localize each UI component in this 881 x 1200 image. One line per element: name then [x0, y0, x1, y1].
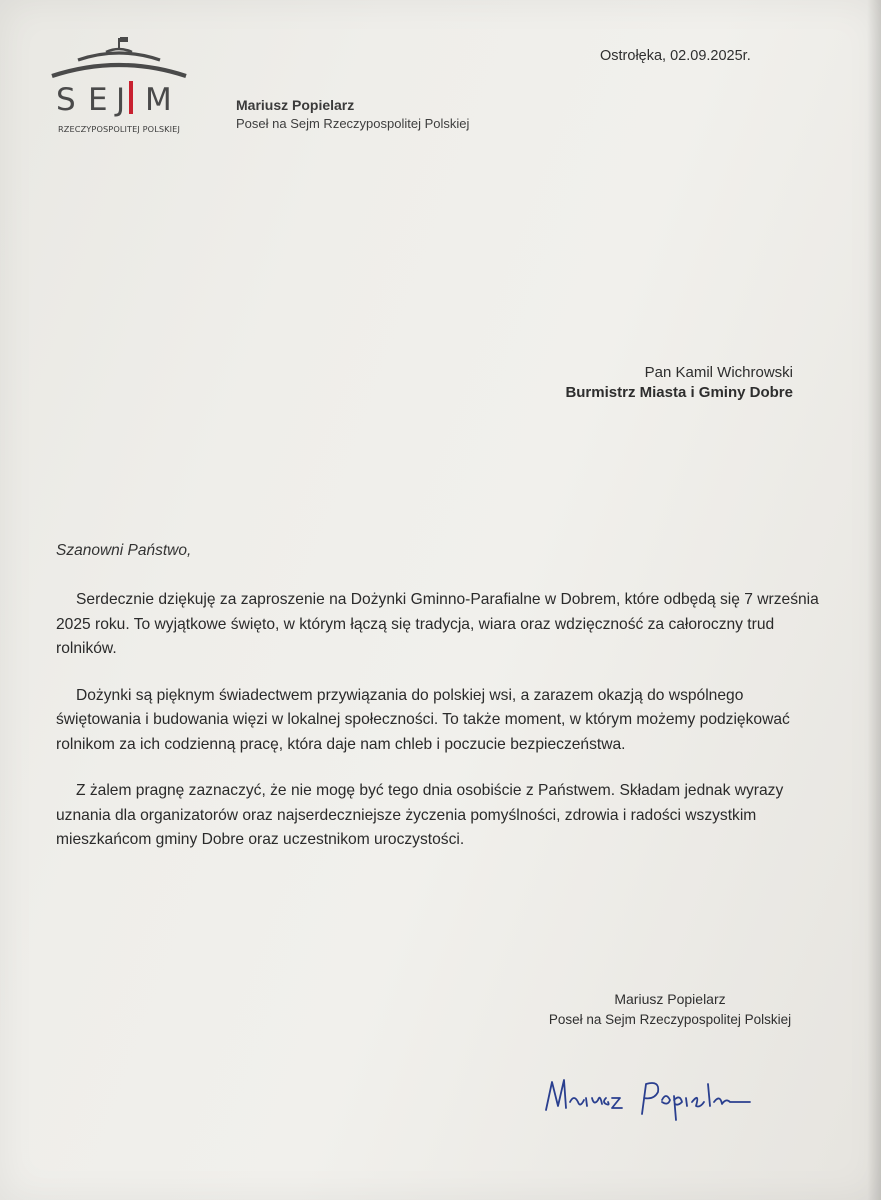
letter-body [56, 588, 826, 875]
letter-date: Ostrołęka, 02.09.2025r. [600, 48, 751, 64]
body-paragraph: Dożynki są pięknym świadectwem przywiązania do polskiej wsi, a zarazem okazją do wspólnego świętowania i budowania więzi w lokalnej społeczności. To także moment, w którym możemy podziękować rolnikom za ich codzienną pracę, która daje nam chleb i poczucie bezpieczeństwa. [56, 686, 790, 753]
logo-subtitle: RZECZYPOSPOLITEJ POLSKIEJ [58, 124, 180, 134]
svg-text:S: S [56, 82, 86, 118]
svg-text:E: E [88, 82, 108, 118]
signature-scribble [540, 1062, 780, 1132]
sejm-logo-emblem [48, 32, 190, 124]
salutation: Szanowni Państwo, [56, 542, 192, 559]
recipient-title: Burmistrz Miasta i Gminy Dobre [565, 384, 793, 401]
closing-block [505, 988, 835, 1030]
sender-role: Poseł na Sejm Rzeczypospolitej Polskiej [236, 116, 470, 131]
sender-block [236, 96, 469, 134]
svg-text:J: J [116, 82, 126, 118]
body-paragraph: Z żalem pragnę zaznaczyć, że nie mogę być tego dnia osobiście z Państwem. Składam jednak wyrazy uznania dla organizatorów oraz najserdeczniejsze życzenia pomyślności, zdrowia i radości wszystkim mieszkańcom gminy Dobre oraz uczestnikom uroczystości. [56, 782, 784, 848]
recipient-name: Pan Kamil Wichrowski [644, 364, 793, 381]
closing-name: Mariusz Popielarz [614, 991, 726, 1007]
handwritten-signature [540, 1062, 780, 1132]
sejm-logo [48, 32, 190, 142]
body-paragraph: Serdecznie dziękuję za zaproszenie na Dożynki Gminno-Parafialne w Dobrem, które odbędą się 7 września 2025 roku. To wyjątkowe święto, w którym łączą się tradycja, wiara oraz wdzięczność za całoroczny trud rolników. [56, 591, 819, 657]
recipient-block [515, 363, 793, 403]
sender-name: Mariusz Popielarz [236, 97, 355, 113]
closing-role: Poseł na Sejm Rzeczypospolitej Polskiej [548, 1012, 792, 1027]
svg-text:M: M [145, 82, 172, 118]
